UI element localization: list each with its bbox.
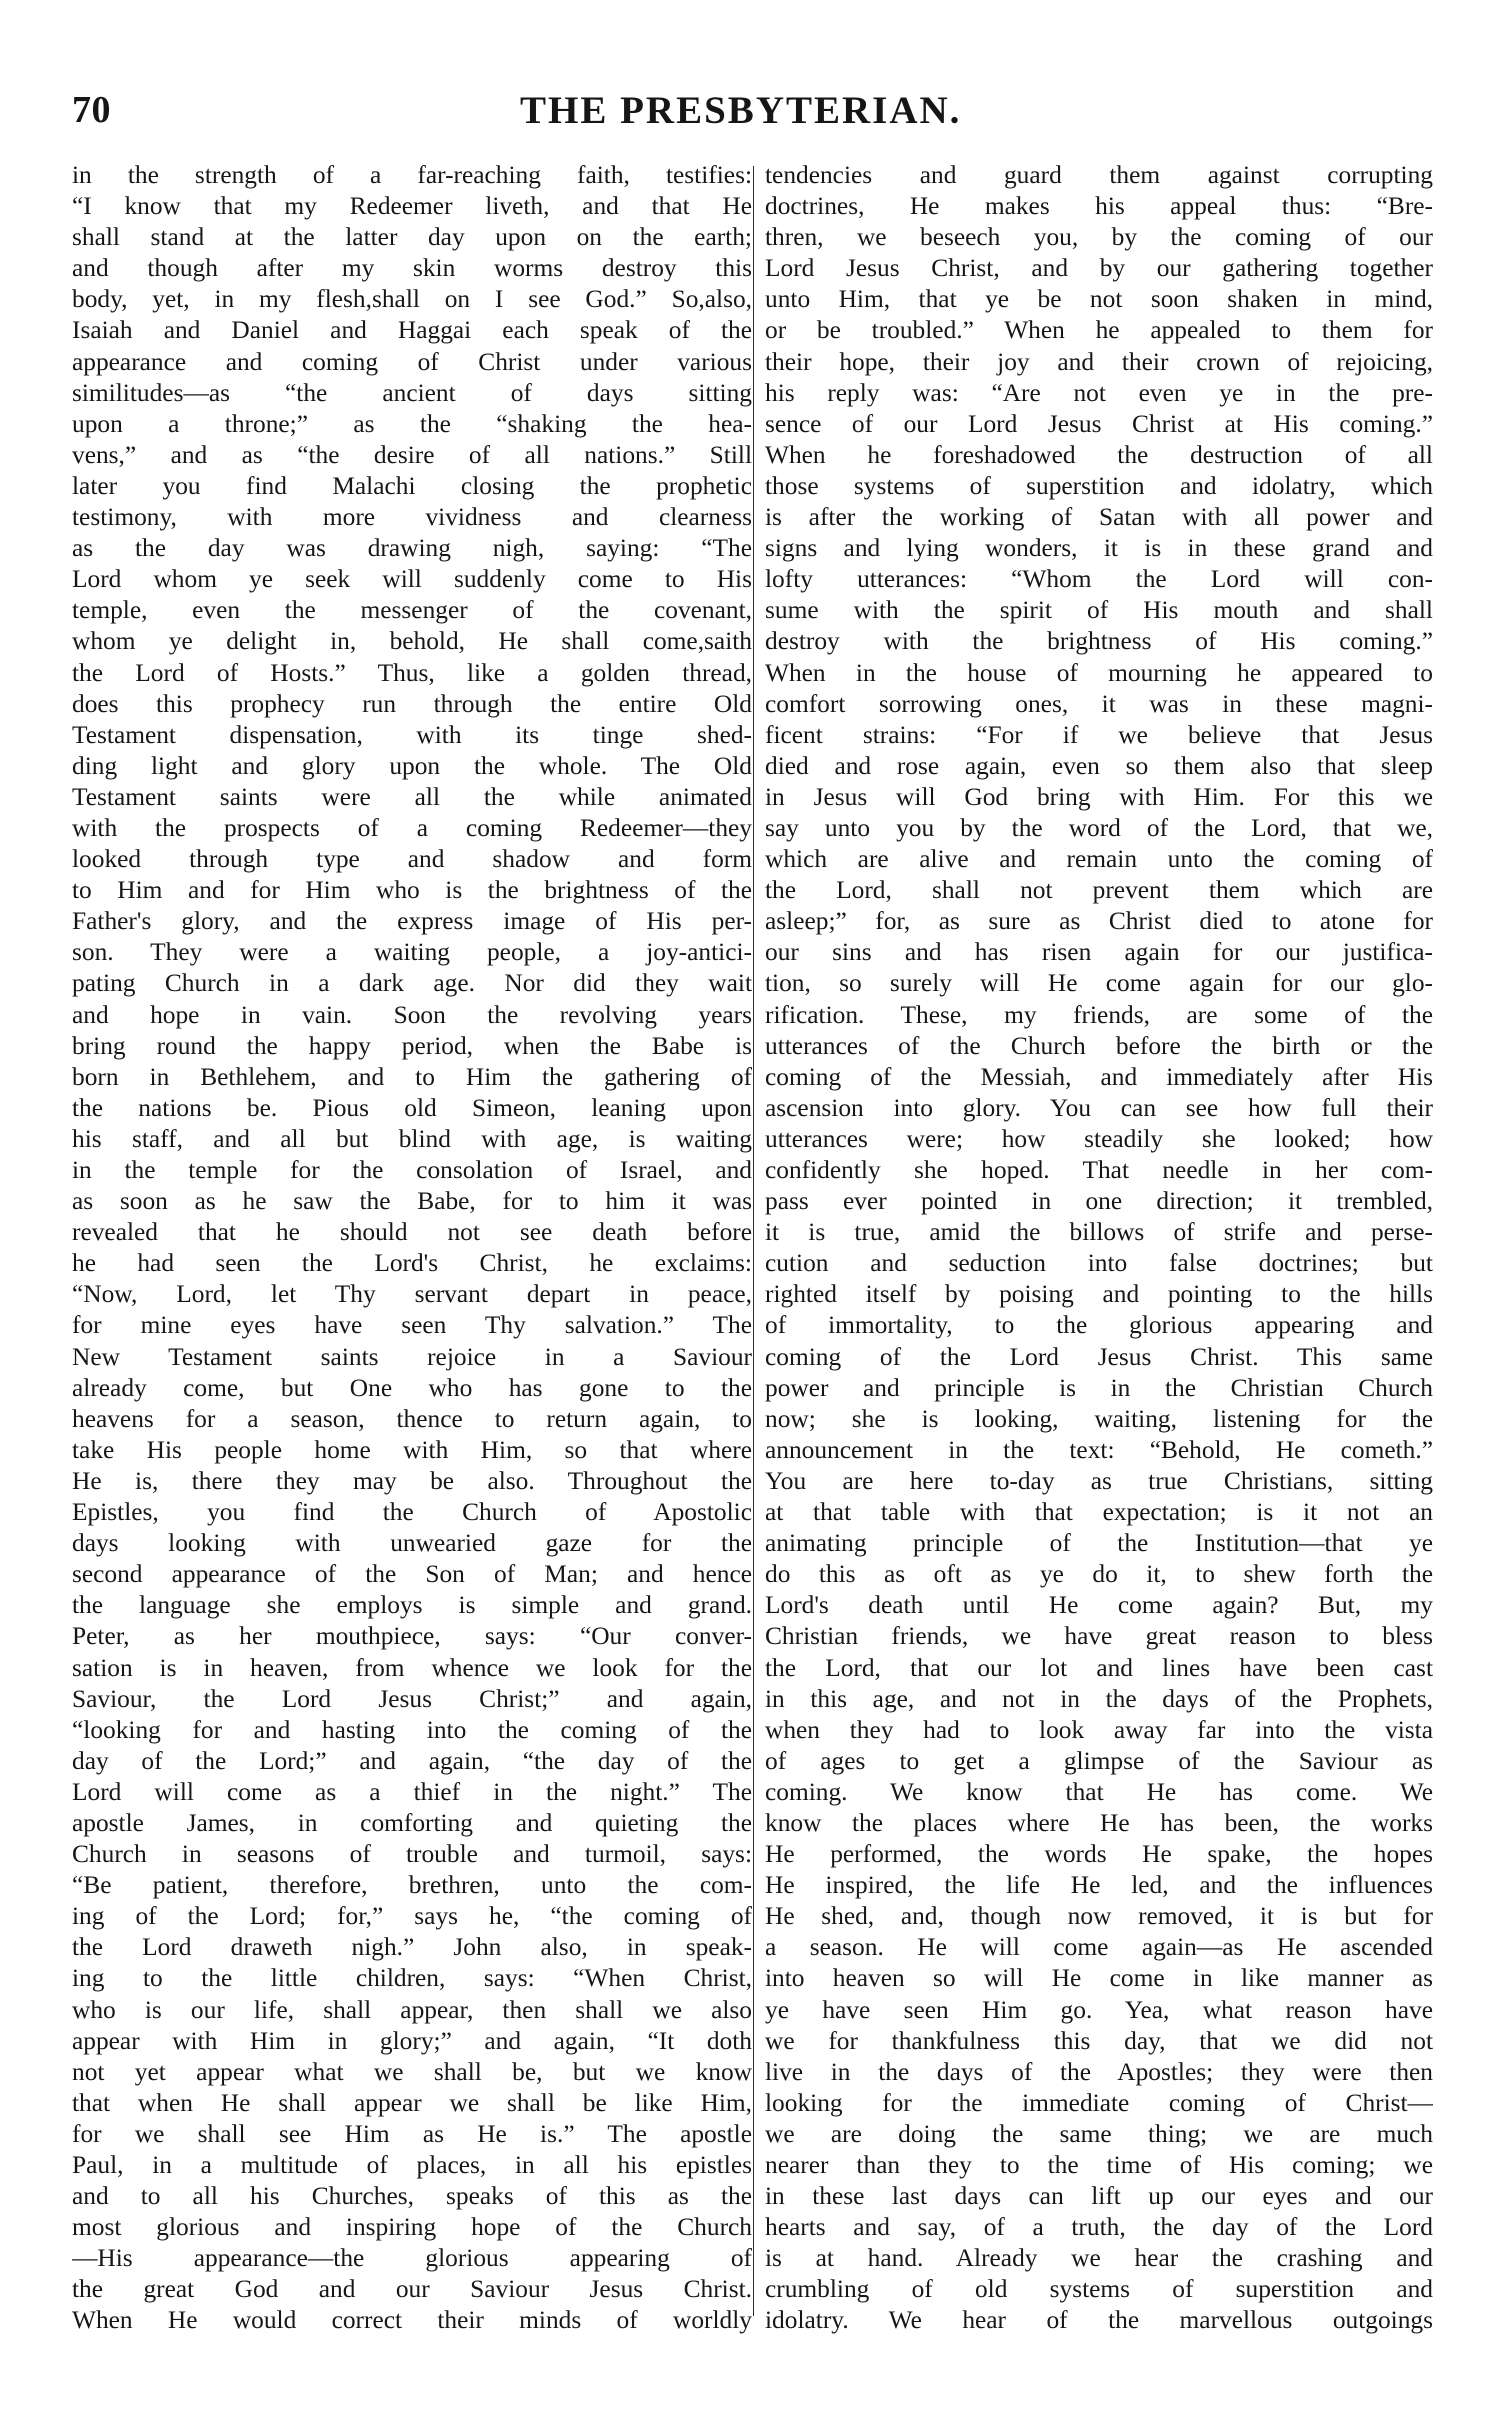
text-line: vens,” and as “the desire of all nations.” Still: [72, 440, 752, 469]
text-line: sation is in heaven, from whence we look for the: [72, 1653, 752, 1682]
text-line: in these last days can lift up our eyes and our: [765, 2182, 1433, 2211]
text-line: it is true, amid the billows of strife and perse-: [765, 1218, 1433, 1247]
text-line: animating principle of the Institution—that ye: [765, 1529, 1433, 1558]
text-line: coming of the Messiah, and immediately after His: [765, 1062, 1433, 1091]
text-line: confidently she hoped. That needle in her com-: [765, 1156, 1433, 1184]
text-line: When he foreshadowed the destruction of all: [765, 440, 1433, 469]
text-line: we are doing the same thing; we are much: [765, 2119, 1433, 2148]
text-line: Testament saints were all the while animated: [72, 782, 752, 811]
text-line: Lord's death until He come again? But, my: [765, 1591, 1433, 1620]
text-line: testimony, with more vividness and clearness: [72, 503, 752, 532]
text-line: idolatry. We hear of the marvellous outgoings: [765, 2306, 1433, 2335]
text-line: sence of our Lord Jesus Christ at His coming.”: [765, 409, 1433, 438]
text-line: sume with the spirit of His mouth and shall: [765, 596, 1433, 625]
text-line: the nations be. Pious old Simeon, leaning upon: [72, 1093, 752, 1122]
text-line: Epistles, you find the Church of Apostolic: [72, 1498, 752, 1527]
text-line: with the prospects of a coming Redeemer—they: [72, 813, 752, 842]
text-line: nearer than they to the time of His coming; we: [765, 2151, 1433, 2179]
text-line: in the strength of a far-reaching faith, testifies:: [72, 161, 752, 189]
text-line: born in Bethlehem, and to Him the gathering of: [72, 1062, 752, 1091]
page-number: 70: [72, 89, 111, 131]
text-line: —His appearance—the glorious appearing of: [72, 2244, 752, 2273]
text-line: utterances of the Church before the birth or the: [765, 1031, 1433, 1060]
text-line: is at hand. Already we hear the crashing and: [765, 2244, 1433, 2273]
text-line: Lord will come as a thief in the night.” The: [72, 1777, 752, 1806]
left-text-column: [72, 160, 752, 2337]
text-line: bring round the happy period, when the Babe is: [72, 1031, 752, 1060]
text-line: looked through type and shadow and form: [72, 845, 752, 874]
text-line: when they had to look away far into the vista: [765, 1715, 1433, 1744]
text-line: “Be patient, therefore, brethren, unto the com-: [72, 1871, 752, 1900]
text-line: whom ye delight in, behold, He shall come,saith: [72, 627, 752, 656]
text-line: in the temple for the consolation of Israel, and: [72, 1156, 752, 1184]
text-line: the Lord, shall not prevent them which are: [765, 876, 1433, 905]
text-line: rification. These, my friends, are some of the: [765, 1000, 1433, 1029]
text-line: ing to the little children, says: “When Christ,: [72, 1964, 752, 1993]
text-line: does this prophecy run through the entire Old: [72, 689, 752, 718]
text-line: “looking for and hasting into the coming of the: [72, 1715, 752, 1744]
text-line: coming of the Lord Jesus Christ. This same: [765, 1342, 1433, 1371]
text-line: his reply was: “Are not even ye in the pre-: [765, 378, 1433, 407]
text-line: Lord Jesus Christ, and by our gathering together: [765, 254, 1433, 283]
text-line: Testament dispensation, with its tinge shed-: [72, 720, 752, 749]
text-line: He is, there they may be also. Throughout the: [72, 1466, 752, 1495]
text-line: Lord whom ye seek will suddenly come to His: [72, 565, 752, 594]
text-line: which are alive and remain unto the coming of: [765, 845, 1433, 874]
text-line: doctrines, He makes his appeal thus: “Bre-: [765, 192, 1433, 221]
text-line: died and rose again, even so them also that sleep: [765, 751, 1433, 780]
text-line: those systems of superstition and idolatry, which: [765, 471, 1433, 500]
text-line: the Lord draweth nigh.” John also, in speak-: [72, 1933, 752, 1962]
text-line: as the day was drawing nigh, saying: “The: [72, 534, 752, 563]
text-line: apostle James, in comforting and quieting the: [72, 1808, 752, 1837]
text-line: upon a throne;” as the “shaking the hea-: [72, 409, 752, 438]
text-line: most glorious and inspiring hope of the Church: [72, 2213, 752, 2242]
text-line: for mine eyes have seen Thy salvation.” The: [72, 1311, 752, 1340]
text-line: or be troubled.” When he appealed to them for: [765, 316, 1433, 345]
text-line: not yet appear what we shall be, but we know: [72, 2057, 752, 2086]
text-line: He inspired, the life He led, and the influences: [765, 1871, 1433, 1900]
text-line: lofty utterances: “Whom the Lord will con-: [765, 565, 1433, 594]
text-line: and hope in vain. Soon the revolving years: [72, 1000, 752, 1029]
text-line: looking for the immediate coming of Christ—: [765, 2088, 1433, 2117]
text-line: do this as oft as ye do it, to shew forth the: [765, 1560, 1433, 1589]
text-line: heavens for a season, thence to return again, to: [72, 1404, 752, 1433]
text-line: the Lord, that our lot and lines have been cast: [765, 1653, 1433, 1682]
text-line: know the places where He has been, the works: [765, 1808, 1433, 1837]
text-line: hearts and say, of a truth, the day of the Lord: [765, 2213, 1433, 2242]
text-line: appear with Him in glory;” and again, “It doth: [72, 2026, 752, 2055]
running-head-title: THE PRESBYTERIAN.: [520, 89, 962, 132]
text-line: son. They were a waiting people, a joy-antici-: [72, 938, 752, 967]
text-line: righted itself by poising and pointing to the hills: [765, 1280, 1433, 1309]
text-line: crumbling of old systems of superstition and: [765, 2275, 1433, 2304]
text-line: a season. He will come again—as He ascended: [765, 1933, 1433, 1962]
text-line: in Jesus will God bring with Him. For this we: [765, 782, 1433, 811]
text-line: thren, we beseech you, by the coming of our: [765, 223, 1433, 252]
text-line: for we shall see Him as He is.” The apostle: [72, 2119, 752, 2148]
text-line: already come, but One who has gone to the: [72, 1373, 752, 1402]
text-line: is after the working of Satan with all power and: [765, 503, 1433, 532]
text-line: the great God and our Saviour Jesus Christ.: [72, 2275, 752, 2304]
text-line: body, yet, in my flesh,shall on I see God.” So,also,: [72, 285, 752, 314]
text-line: “Now, Lord, let Thy servant depart in peace,: [72, 1280, 752, 1309]
text-line: destroy with the brightness of His coming.”: [765, 627, 1433, 656]
text-line: to Him and for Him who is the brightness of the: [72, 876, 752, 905]
text-line: You are here to-day as true Christians, sitting: [765, 1466, 1433, 1495]
text-line: now; she is looking, waiting, listening for the: [765, 1404, 1433, 1433]
text-line: Christian friends, we have great reason to bless: [765, 1622, 1433, 1651]
page-header: [0, 88, 1502, 138]
text-line: asleep;” for, as sure as Christ died to atone for: [765, 907, 1433, 936]
text-line: Paul, in a multitude of places, in all his epistles: [72, 2151, 752, 2179]
text-line: When in the house of mourning he appeared to: [765, 658, 1433, 687]
text-line: tendencies and guard them against corrupting: [765, 161, 1433, 189]
text-line: Peter, as her mouthpiece, says: “Our conver-: [72, 1622, 752, 1651]
text-line: power and principle is in the Christian Church: [765, 1373, 1433, 1402]
text-line: in this age, and not in the days of the Prophets,: [765, 1684, 1433, 1713]
text-line: he had seen the Lord's Christ, he exclaims:: [72, 1249, 752, 1278]
text-line: the Lord of Hosts.” Thus, like a golden thread,: [72, 658, 752, 687]
text-line: ing of the Lord; for,” says he, “the coming of: [72, 1902, 752, 1931]
text-line: pass ever pointed in one direction; it trembled,: [765, 1187, 1433, 1216]
text-line: signs and lying wonders, it is in these grand and: [765, 534, 1433, 563]
text-line: He performed, the words He spake, the hopes: [765, 1840, 1433, 1869]
text-line: Church in seasons of trouble and turmoil, says:: [72, 1840, 752, 1869]
text-line: take His people home with Him, so that where: [72, 1435, 752, 1464]
text-line: pating Church in a dark age. Nor did they wait: [72, 969, 752, 998]
text-line: ascension into glory. You can see how full their: [765, 1093, 1433, 1122]
text-line: announcement in the text: “Behold, He cometh.”: [765, 1435, 1433, 1464]
text-line: utterances were; how steadily she looked; how: [765, 1124, 1433, 1153]
text-line: unto Him, that ye be not soon shaken in mind,: [765, 285, 1433, 314]
text-line: their hope, their joy and their crown of rejoicing,: [765, 347, 1433, 376]
right-text-column: [765, 160, 1433, 2337]
text-line: and though after my skin worms destroy this: [72, 254, 752, 283]
text-line: live in the days of the Apostles; they were then: [765, 2057, 1433, 2086]
text-line: Father's glory, and the express image of His per-: [72, 907, 752, 936]
text-line: at that table with that expectation; is it not an: [765, 1498, 1433, 1527]
text-line: our sins and has risen again for our justifica-: [765, 938, 1433, 967]
text-line: When He would correct their minds of worldly: [72, 2306, 752, 2335]
text-line: Saviour, the Lord Jesus Christ;” and again,: [72, 1684, 752, 1713]
text-line: of ages to get a glimpse of the Saviour as: [765, 1746, 1433, 1775]
text-line: second appearance of the Son of Man; and hence: [72, 1560, 752, 1589]
text-line: He shed, and, though now removed, it is but for: [765, 1902, 1433, 1931]
text-line: Isaiah and Daniel and Haggai each speak of the: [72, 316, 752, 345]
text-line: shall stand at the latter day upon on the earth;: [72, 223, 752, 252]
text-line: day of the Lord;” and again, “the day of the: [72, 1746, 752, 1775]
text-line: “I know that my Redeemer liveth, and that He: [72, 192, 752, 221]
text-line: coming. We know that He has come. We: [765, 1777, 1433, 1806]
text-line: days looking with unwearied gaze for the: [72, 1529, 752, 1558]
text-line: of immortality, to the glorious appearing and: [765, 1311, 1433, 1340]
column-divider: [753, 166, 754, 2316]
text-line: revealed that he should not see death before: [72, 1218, 752, 1247]
text-line: and to all his Churches, speaks of this as the: [72, 2182, 752, 2211]
text-line: the language she employs is simple and grand.: [72, 1591, 752, 1620]
text-line: later you find Malachi closing the prophetic: [72, 471, 752, 500]
text-line: tion, so surely will He come again for our glo-: [765, 969, 1433, 998]
text-line: ficent strains: “For if we believe that Jesus: [765, 720, 1433, 749]
text-line: temple, even the messenger of the covenant,: [72, 596, 752, 625]
text-line: comfort sorrowing ones, it was in these magni-: [765, 689, 1433, 718]
text-line: into heaven so will He come in like manner as: [765, 1964, 1433, 1993]
text-line: ding light and glory upon the whole. The Old: [72, 751, 752, 780]
text-line: that when He shall appear we shall be like Him,: [72, 2088, 752, 2117]
text-line: his staff, and all but blind with age, is waiting: [72, 1124, 752, 1153]
text-line: say unto you by the word of the Lord, that we,: [765, 813, 1433, 842]
text-line: similitudes—as “the ancient of days sitting: [72, 378, 752, 407]
text-line: as soon as he saw the Babe, for to him it was: [72, 1187, 752, 1216]
text-line: appearance and coming of Christ under various: [72, 347, 752, 376]
text-line: we for thankfulness this day, that we did not: [765, 2026, 1433, 2055]
text-line: who is our life, shall appear, then shall we also: [72, 1995, 752, 2024]
text-line: New Testament saints rejoice in a Saviour: [72, 1342, 752, 1371]
text-line: ye have seen Him go. Yea, what reason have: [765, 1995, 1433, 2024]
text-line: cution and seduction into false doctrines; but: [765, 1249, 1433, 1278]
